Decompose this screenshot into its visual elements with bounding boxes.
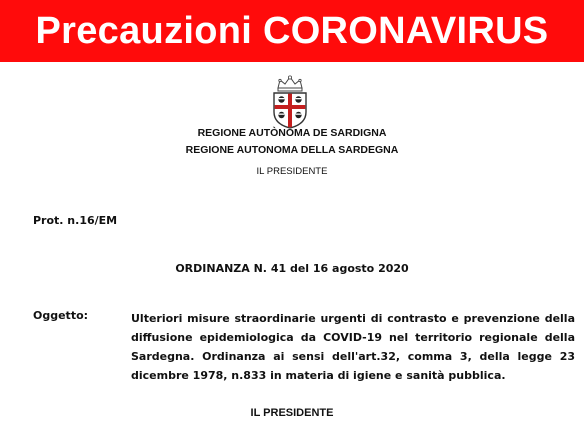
region-name-sardinian: REGIONE AUTÒNOMA DE SARDIGNA [197,127,387,139]
subject-label: Oggetto: [33,309,89,322]
sardinia-coat-of-arms-icon [266,74,314,130]
subject-text [131,309,575,385]
letterhead-office: IL PRESIDENTE [256,166,328,177]
subject-line: diffusione epidemiologica da COVID-19 nel territorio regionale della [131,331,575,344]
subject-line: Sardegna. Ordinanza ai sensi dell'art.32, comma 3, della legge 23 [131,350,575,363]
warning-banner [0,0,584,62]
protocol-number: Prot. n.16/EM [33,214,118,227]
ordinance-heading: ORDINANZA N. 41 del 16 agosto 2020 [175,262,409,275]
region-name-italian: REGIONE AUTONOMA DELLA SARDEGNA [185,144,399,156]
closing-heading: IL PRESIDENTE [250,407,334,419]
subject-line: Ulteriori misure straordinarie urgenti di contrasto e prevenzione della [131,312,575,325]
subject-line: dicembre 1978, n.833 in materia di igiene e sanità pubblica. [131,369,506,382]
banner-title: Precauzioni CORONAVIRUS [35,10,549,52]
